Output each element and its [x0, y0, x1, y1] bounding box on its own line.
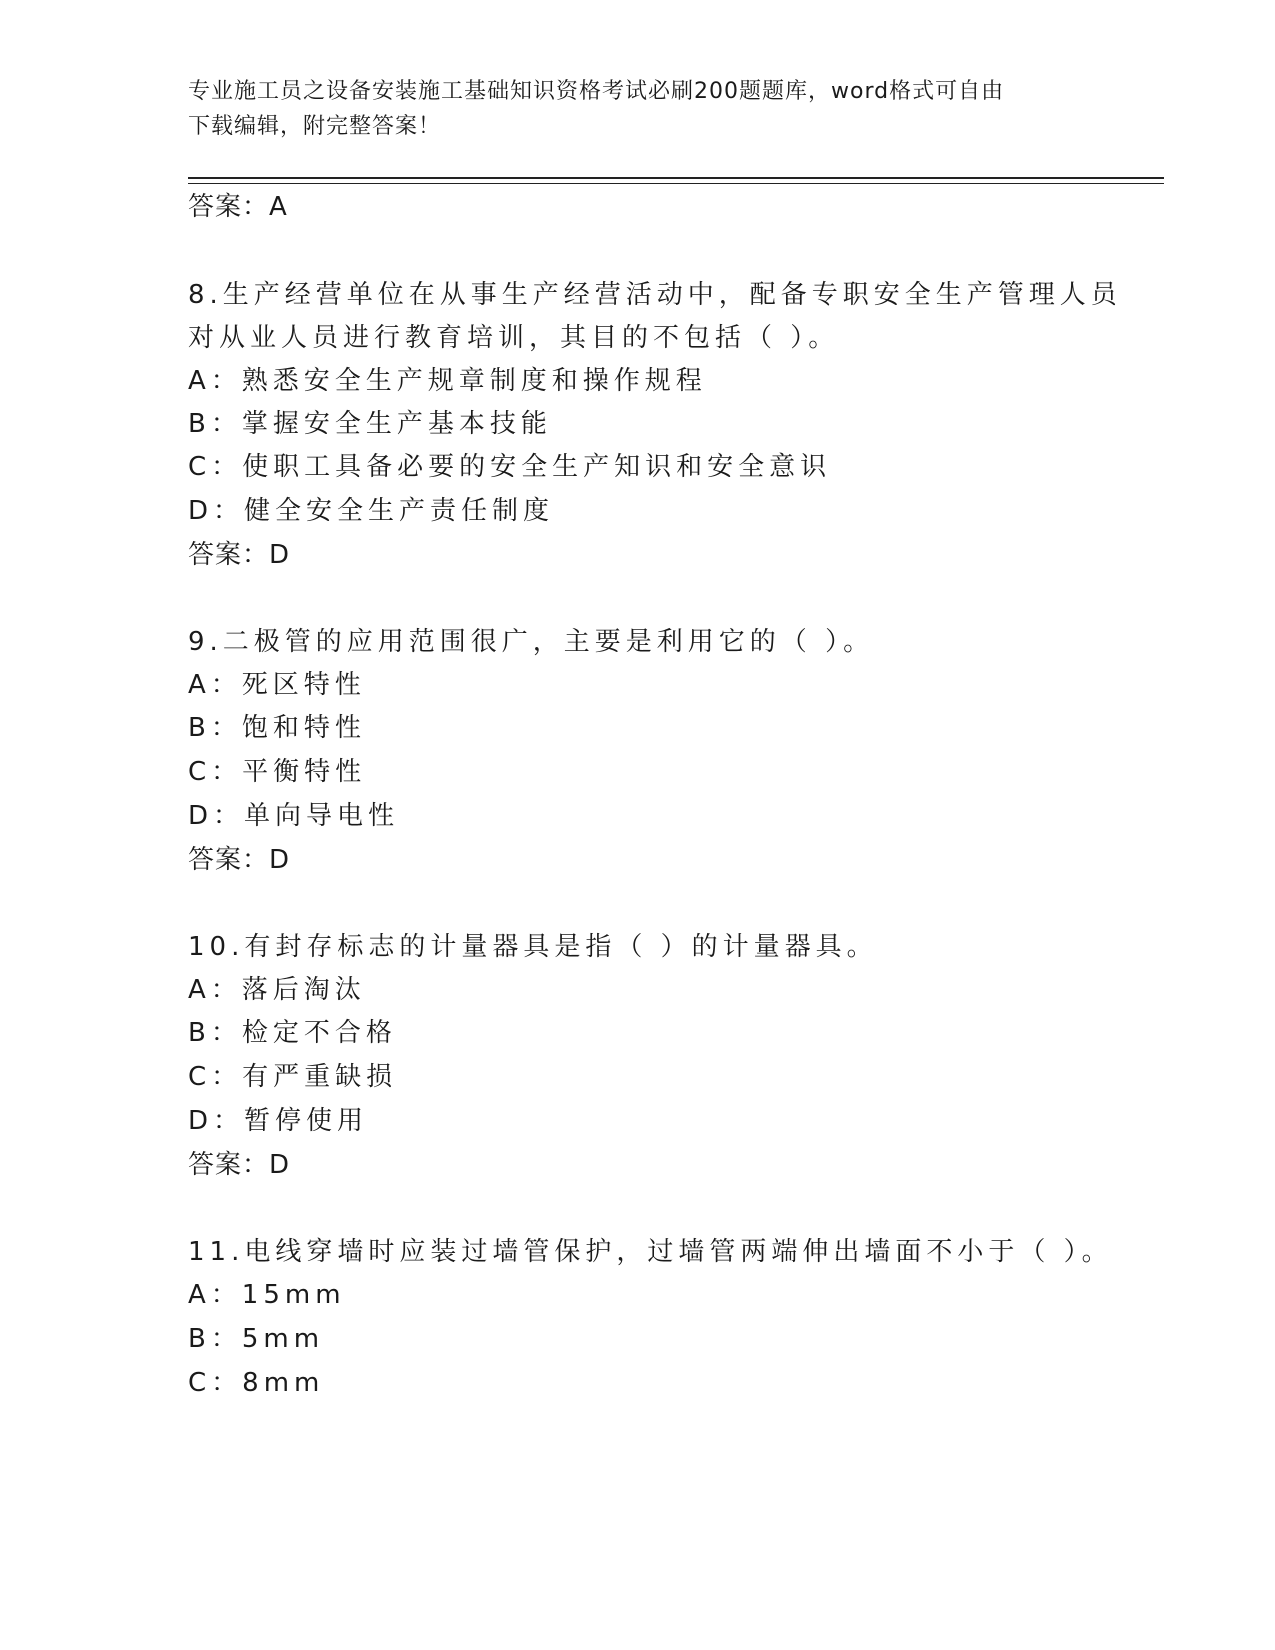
question-8-answer: 答案：D [188, 540, 291, 570]
question-8-option-a: A：熟悉安全生产规章制度和操作规程 [188, 366, 707, 396]
question-11-option-c: C：8mm [188, 1368, 325, 1398]
question-9-stem: 9.二极管的应用范围很广，主要是利用它的（ ）。 [188, 627, 875, 657]
question-9-option-b: B：饱和特性 [188, 713, 366, 743]
question-10-answer: 答案：D [188, 1150, 291, 1180]
question-11-option-a: A：15mm [188, 1280, 346, 1310]
question-9-option-a: A：死区特性 [188, 670, 366, 700]
question-9-option-d: D：单向导电性 [188, 801, 400, 831]
answer-7: 答案：A [188, 192, 288, 222]
question-8-option-b: B：掌握安全生产基本技能 [188, 409, 552, 439]
header-divider [188, 177, 1164, 179]
question-8-option-c: C：使职工具备必要的安全生产知识和安全意识 [188, 452, 832, 482]
question-8-stem-line-2: 对从业人员进行教育培训，其目的不包括（ ）。 [188, 323, 840, 353]
question-8-stem-line-1: 8.生产经营单位在从事生产经营活动中，配备专职安全生产管理人员 [188, 280, 1122, 310]
question-10-option-b: B：检定不合格 [188, 1018, 397, 1048]
title-line-1: 专业施工员之设备安装施工基础知识资格考试必刷200题题库，word格式可自由 [188, 79, 1005, 104]
document-title [188, 74, 1088, 144]
question-10-option-a: A：落后淘汰 [188, 975, 366, 1005]
header-divider-thin [188, 183, 1164, 184]
question-9-option-c: C：平衡特性 [188, 757, 367, 787]
question-8-option-d: D：健全安全生产责任制度 [188, 496, 555, 526]
question-11-option-b: B：5mm [188, 1324, 325, 1354]
question-10-option-d: D：暂停使用 [188, 1106, 369, 1136]
question-11-stem: 11.电线穿墙时应装过墙管保护，过墙管两端伸出墙面不小于（ ）。 [188, 1237, 1113, 1267]
question-9-answer: 答案：D [188, 845, 291, 875]
question-10-stem: 10.有封存标志的计量器具是指（ ）的计量器具。 [188, 932, 878, 962]
title-line-2: 下载编辑，附完整答案！ [188, 114, 442, 139]
question-10-option-c: C：有严重缺损 [188, 1062, 398, 1092]
